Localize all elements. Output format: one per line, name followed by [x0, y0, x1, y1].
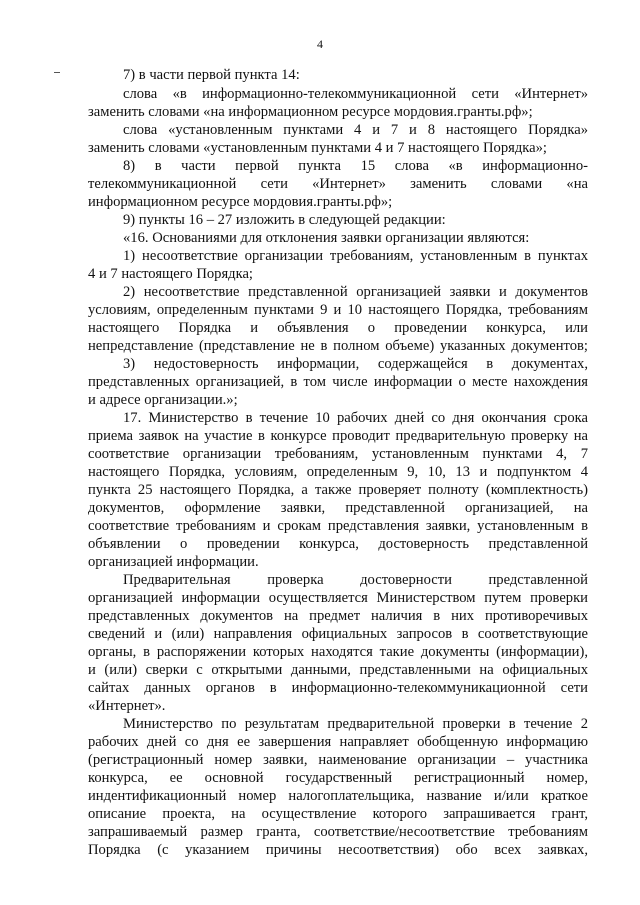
text-line: 4 и 7 настоящего Порядка; — [88, 266, 253, 282]
text-line: конкурса, ее основной государственный регистрационный номер, — [88, 770, 588, 786]
text-line: документов, оформление заявки, представленной организацией, на — [88, 500, 588, 516]
text-line: представленных документов на предмет наличия в них противоречивых — [88, 608, 588, 624]
text-line: 9) пункты 16 – 27 изложить в следующей редакции: — [123, 212, 446, 228]
text-line: индентификационный номер налогоплательщика, название и/или краткое — [88, 788, 588, 804]
text-line: 17. Министерство в течение 10 рабочих дней со дня окончания срока — [123, 410, 588, 426]
text-line: условиям, определенным пунктами 9 и 10 настоящего Порядка, требованиям — [88, 302, 588, 318]
text-line: заменить словами «на информационном ресурсе мордовия.гранты.рф»; — [88, 104, 533, 120]
text-line: информационном ресурсе мордовия.гранты.рф»; — [88, 194, 393, 210]
text-line: 2) несоответствие представленной организацией заявки и документов — [123, 284, 588, 300]
text-line: сайтах данных органов в информационно-телекоммуникационной сети — [88, 680, 588, 696]
text-line: органы, в распоряжении которых находятся такие документы (информации), — [88, 644, 588, 660]
text-line: «16. Основаниями для отклонения заявки организации являются: — [123, 230, 530, 246]
page-number: 4 — [317, 37, 323, 51]
text-line: соответствие требованиям и срокам представления заявки, установленным в — [88, 518, 588, 534]
text-line: объявлении о проведении конкурса, достоверность представленной — [88, 536, 588, 552]
text-line: Порядка (с указанием причины несоответствия) обо всех заявках, — [88, 842, 588, 858]
text-line: представленных организацией, в том числе информации о месте нахождения — [88, 374, 588, 390]
text-line: описание проекта, на осуществление которого запрашивается грант, — [88, 806, 588, 822]
text-line: Предварительная проверка достоверности представленной — [123, 572, 588, 588]
text-line: (регистрационный номер заявки, наименование организации – участника — [88, 752, 588, 768]
margin-mark — [54, 72, 60, 73]
text-line: настоящего Порядка и объявления о проведении конкурса, или — [88, 320, 588, 336]
text-line: слова «в информационно-телекоммуникационной сети «Интернет» — [123, 86, 588, 102]
text-line: организацией информации осуществляется Министерством путем проверки — [88, 590, 588, 606]
text-line: «Интернет». — [88, 698, 166, 714]
text-line: слова «установленным пунктами 4 и 7 и 8 настоящего Порядка» — [123, 122, 588, 138]
text-line: Министерство по результатам предварительной проверки в течение 2 — [123, 716, 588, 732]
text-line: сведений и (или) направления официальных запросов в соответствующие — [88, 626, 588, 642]
text-line: и (или) сверки с открытыми данными, представленными на официальных — [88, 662, 588, 678]
text-line: 8) в части первой пункта 15 слова «в информационно- — [123, 158, 588, 174]
text-line: пункта 25 настоящего Порядка, а также проверяет полноту (комплектность) — [88, 482, 588, 498]
text-line: организацией информации. — [88, 554, 259, 570]
text-line: рабочих дней со дня ее завершения направляет обобщенную информацию — [88, 734, 588, 750]
text-line: 7) в части первой пункта 14: — [123, 67, 300, 83]
text-line: телекоммуникационной сети «Интернет» заменить словами «на — [88, 176, 588, 192]
text-line: запрашиваемый размер гранта, соответствие/несоответствие требованиям — [88, 824, 588, 840]
text-line: 1) несоответствие организации требованиям, установленным в пунктах — [123, 248, 588, 264]
text-line: непредставление (представление не в полном объеме) указанных документов; — [88, 338, 588, 354]
text-line: и адресе организации.»; — [88, 392, 238, 408]
text-line: заменить словами «установленным пунктами 4 и 7 настоящего Порядка»; — [88, 140, 547, 156]
text-line: соответствие организации требованиям, установленным пунктами 4, 7 — [88, 446, 588, 462]
text-line: 3) недостоверность информации, содержащейся в документах, — [123, 356, 588, 372]
text-line: приема заявок на участие в конкурсе проводит предварительную проверку на — [88, 428, 588, 444]
text-line: настоящего Порядка, условиям, определенным 9, 10, 13 и подпунктом 4 — [88, 464, 588, 480]
